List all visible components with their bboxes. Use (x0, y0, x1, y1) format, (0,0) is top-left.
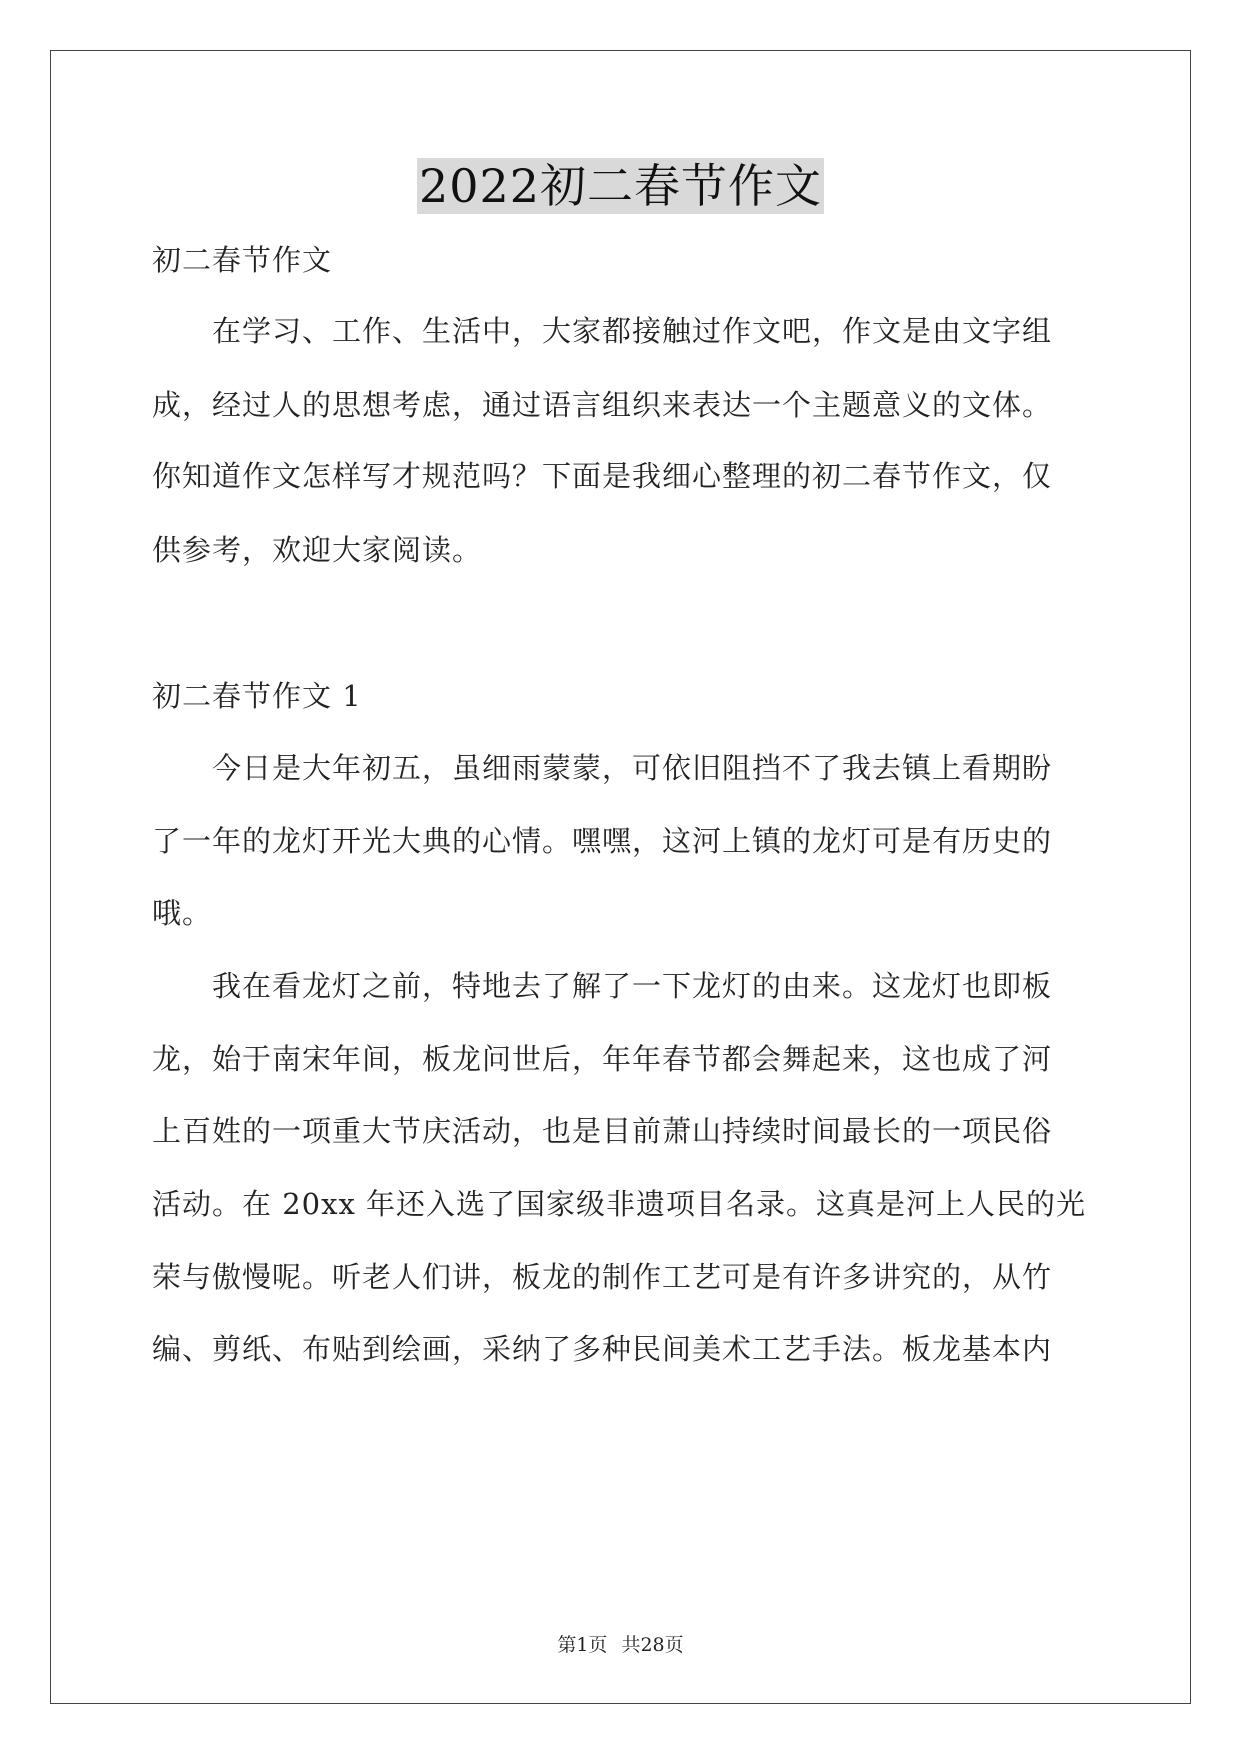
paragraph-line: 龙，始于南宋年间，板龙问世后，年年春节都会舞起来，这也成了河 (152, 1042, 1053, 1076)
paragraph-line: 在学习、工作、生活中，大家都接触过作文吧，作文是由文字组 (212, 314, 1053, 348)
document-title: 2022初二春节作文 (418, 159, 823, 213)
title-container (0, 158, 1241, 214)
paragraph-line: 了一年的龙灯开光大典的心情。嘿嘿，这河上镇的龙灯可是有历史的 (152, 824, 1053, 858)
page-number: 第1页 (557, 1634, 608, 1656)
page-footer (0, 1630, 1241, 1657)
paragraph-line: 你知道作文怎样写才规范吗？下面是我细心整理的初二春节作文，仅 (152, 459, 1053, 493)
section-heading: 初二春节作文 1 (152, 679, 362, 713)
paragraph-line: 成，经过人的思想考虑，通过语言组织来表达一个主题意义的文体。 (152, 388, 1053, 422)
paragraph-line: 编、剪纸、布贴到绘画，采纳了多种民间美术工艺手法。板龙基本内 (152, 1332, 1053, 1366)
page-border (50, 50, 1191, 1704)
paragraph-line: 上百姓的一项重大节庆活动，也是目前萧山持续时间最长的一项民俗 (152, 1114, 1053, 1148)
paragraph-line: 今日是大年初五，虽细雨蒙蒙，可依旧阻挡不了我去镇上看期盼 (212, 751, 1053, 785)
paragraph-line: 哦。 (152, 896, 213, 930)
paragraph-line: 我在看龙灯之前，特地去了解了一下龙灯的由来。这龙灯也即板 (212, 969, 1053, 1003)
paragraph-line: 活动。在 20xx 年还入选了国家级非遗项目名录。这真是河上人民的光 (152, 1187, 1087, 1221)
paragraph-line: 荣与傲慢呢。听老人们讲，板龙的制作工艺可是有许多讲究的，从竹 (152, 1260, 1053, 1294)
total-pages: 共28页 (621, 1634, 684, 1656)
paragraph-line: 供参考，欢迎大家阅读。 (152, 533, 483, 567)
subtitle: 初二春节作文 (152, 243, 333, 277)
